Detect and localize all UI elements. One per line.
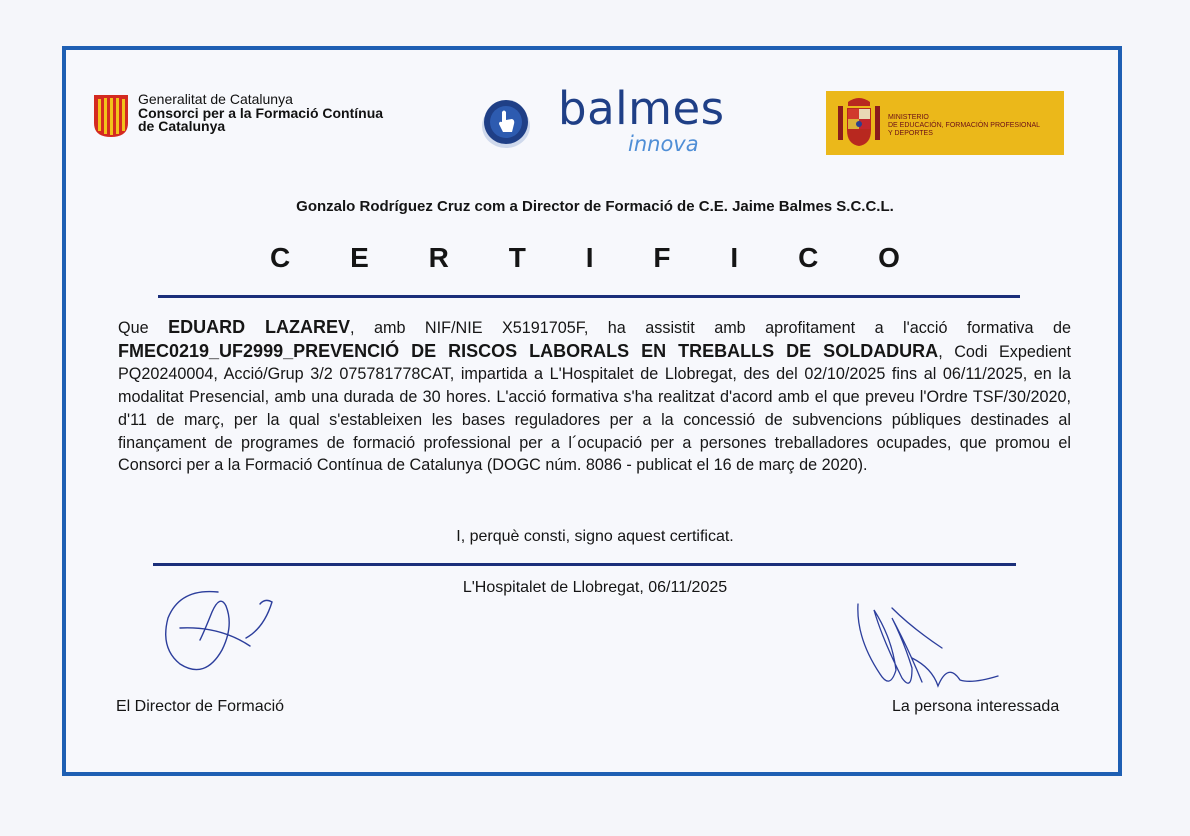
- body-text-2: , amb NIF/NIE X5191705F, ha assistit amb aprofitament a l'acció formativa de: [350, 319, 1071, 337]
- recipient-signature: [852, 598, 1002, 698]
- ministerio-line-3: Y DEPORTES: [888, 130, 933, 137]
- gencat-logo: [92, 93, 383, 139]
- pointer-hand-icon: [478, 90, 538, 154]
- balmes-wordmark: balmes: [558, 82, 725, 135]
- gencat-emblem-icon: [92, 93, 130, 139]
- title-letter: R: [428, 242, 449, 273]
- signature-divider: [153, 563, 1016, 566]
- title-letter: T: [508, 242, 526, 273]
- issuer-statement: Gonzalo Rodríguez Cruz com a Director de Formació de C.E. Jaime Balmes S.C.C.L.: [296, 198, 894, 215]
- title-divider: [158, 295, 1020, 298]
- certificate-body: [118, 316, 1071, 477]
- title-letter: C: [798, 242, 819, 273]
- director-signature: [160, 588, 290, 678]
- gencat-line-2: Consorci per a la Formació Contínua: [138, 104, 384, 121]
- recipient-label: La persona interessada: [892, 698, 1060, 715]
- title-letter: F: [653, 242, 671, 273]
- place-and-date: L'Hospitalet de Llobregat, 06/11/2025: [462, 579, 728, 596]
- title-letter: E: [350, 242, 369, 273]
- ministerio-line-1: MINISTERIO: [888, 114, 929, 121]
- closing-statement: I, perquè consti, signo aquest certificat.: [456, 528, 734, 545]
- title-letter: O: [878, 242, 900, 273]
- balmes-subtitle: innova: [628, 132, 699, 156]
- certificate-title: [270, 242, 900, 274]
- body-text-1: Que: [118, 319, 169, 337]
- director-label: El Director de Formació: [116, 698, 285, 715]
- spain-coat-of-arms-icon: [834, 94, 884, 152]
- ministerio-line-2: DE EDUCACIÓN, FORMACIÓN PROFESIONAL: [888, 122, 1041, 129]
- balmes-logo: [478, 82, 725, 158]
- gencat-line-1: Generalitat de Catalunya: [138, 91, 293, 107]
- ministerio-logo: [826, 91, 1064, 155]
- gencat-line-3: de Catalunya: [138, 118, 226, 134]
- recipient-name: EDUARD LAZAREV: [168, 317, 351, 337]
- course-name: FMEC0219_UF2999_PREVENCIÓ DE RISCOS LABORALS EN TREBALLS DE SOLDADURA: [118, 340, 939, 361]
- title-letter: I: [585, 242, 594, 273]
- title-letter: I: [730, 242, 739, 273]
- body-text-3: , Codi Expedient PQ20240004, Acció/Grup 3/2 075781778CAT, impartida a L'Hospitalet de Llobregat, des del 02/10/2025 fins al 06/11/2025, en la modalitat Presencial, amb una durada de 30 hores. L'acció formativa s'ha realitzat d'acord amb el que preveu l'Ordre TSF/30/2020, d'11 de març, per la qual s'estableixen les bases reguladores per a la concessió de subvencions públiques destinades al finançament de programes de formació professional per a l´ocupació per a persones treballadores ocupades, que promou el Consorci per a la Formació Contínua de Catalunya (DOGC núm. 8086 - publicat el 16 de març de 2020).: [118, 342, 1071, 475]
- title-letter: C: [270, 242, 291, 273]
